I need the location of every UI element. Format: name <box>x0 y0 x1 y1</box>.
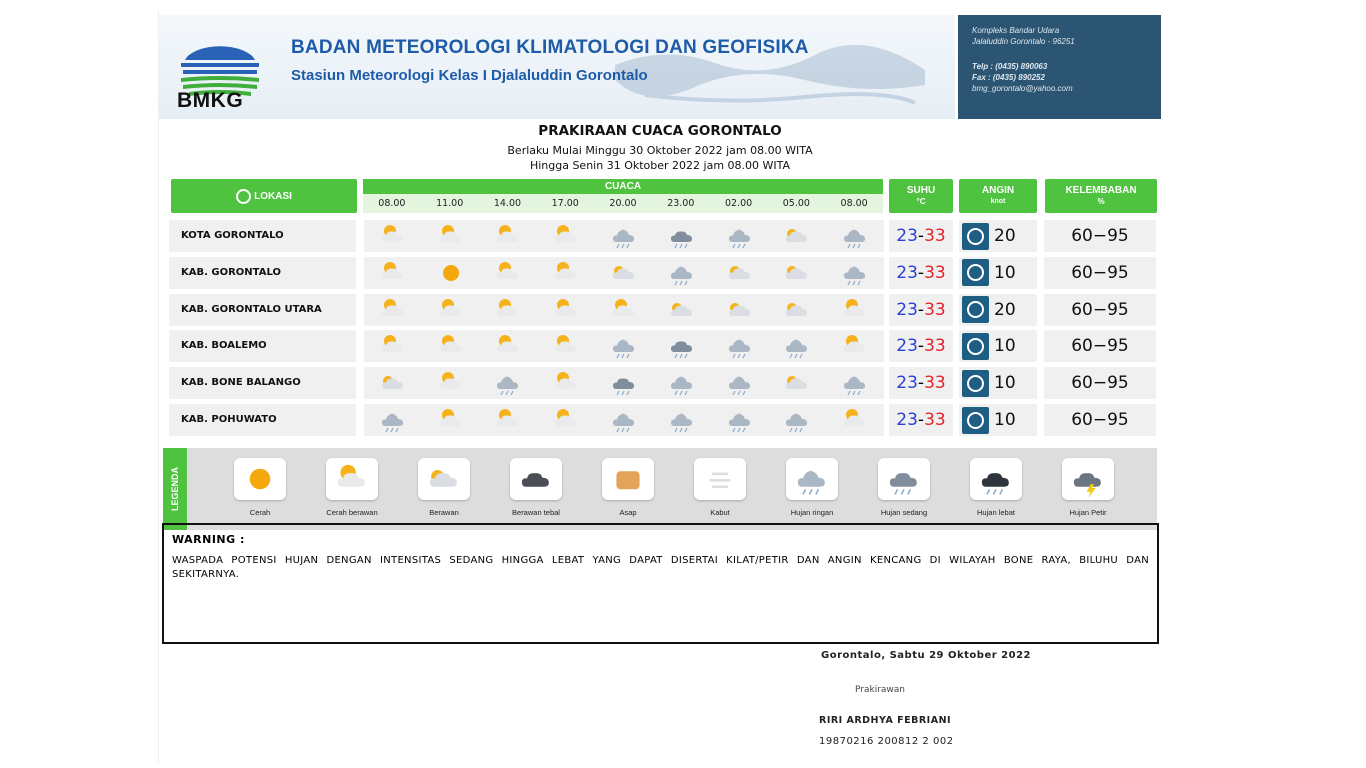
partly-cloudy-icon <box>422 294 480 326</box>
legend-caption: Hujan Petir <box>1069 508 1107 517</box>
light-rain-icon <box>480 367 538 399</box>
light-rain-icon <box>595 220 653 252</box>
wind-direction-icon <box>962 333 989 360</box>
temperature: 23-33 <box>889 367 953 399</box>
location-name: KAB. GORONTALO <box>169 257 356 289</box>
time-slot: 08.00 <box>840 198 868 209</box>
legend-caption: Asap <box>619 508 637 517</box>
table-row <box>169 404 1157 436</box>
time-slot: 23.00 <box>667 198 695 209</box>
weather-icons <box>364 367 884 399</box>
fog-icon <box>694 458 746 500</box>
location-pin-icon <box>236 189 251 204</box>
legend-panel <box>163 448 1157 530</box>
haze-icon <box>602 458 654 500</box>
partly-cloudy-icon <box>537 257 595 289</box>
light-rain-icon <box>653 404 711 436</box>
humidity: 60−95 <box>1044 330 1156 362</box>
temp-min: 23 <box>896 299 918 320</box>
temp-max: 33 <box>924 336 946 357</box>
weather-icons <box>364 330 884 362</box>
partly-cloudy-icon <box>422 367 480 399</box>
heavy-rain-icon <box>970 458 1022 500</box>
sunny-icon <box>234 458 286 500</box>
table-row <box>169 257 1157 289</box>
temp-min: 23 <box>896 410 918 430</box>
address-line-1: Kompleks Bandar Udara <box>972 26 1060 35</box>
column-kelembaban <box>1045 179 1157 213</box>
partly-cloudy-icon <box>595 294 653 326</box>
kelembaban-label: KELEMBABAN <box>1065 185 1137 196</box>
signature-name: RIRI ARDHYA FEBRIANI <box>819 715 952 726</box>
cloudy-icon <box>768 367 826 399</box>
wind-direction-icon <box>962 407 989 434</box>
wind-speed: 10 <box>994 262 1016 283</box>
temp-min: 23 <box>896 373 918 394</box>
partly-cloudy-icon <box>826 404 884 436</box>
humidity: 60−95 <box>1044 404 1156 436</box>
legend-item <box>767 458 857 517</box>
legend-item <box>491 458 581 517</box>
cloudy-icon <box>768 220 826 252</box>
header-banner <box>159 15 955 119</box>
wind-direction-icon <box>962 223 989 250</box>
cloudy-icon <box>653 294 711 326</box>
time-slot: 11.00 <box>436 198 464 209</box>
light-rain-icon <box>711 220 769 252</box>
location-name: KAB. BONE BALANGO <box>169 367 356 399</box>
legend-caption: Hujan ringan <box>790 508 834 517</box>
legend-caption: Kabut <box>710 508 730 517</box>
legend-caption: Berawan tebal <box>512 508 560 517</box>
light-rain-icon <box>711 367 769 399</box>
cloudy-icon <box>768 294 826 326</box>
partly-cloudy-icon <box>537 330 595 362</box>
wind-direction-icon <box>962 259 989 286</box>
cloudy-icon <box>768 257 826 289</box>
location-name: KOTA GORONTALO <box>169 220 356 252</box>
angin-label: ANGIN <box>981 185 1015 196</box>
cloudy-icon <box>364 367 422 399</box>
legend-item <box>307 458 397 517</box>
moderate-rain-icon <box>653 330 711 362</box>
location-name: KAB. POHUWATO <box>169 404 356 436</box>
light-rain-icon <box>768 330 826 362</box>
partly-cloudy-icon <box>364 257 422 289</box>
legend-item <box>859 458 949 517</box>
contact-box <box>958 15 1161 119</box>
legend-caption: Cerah berawan <box>326 508 378 517</box>
time-slot: 08.00 <box>378 198 406 209</box>
temp-max: 33 <box>924 299 946 320</box>
valid-from: Berlaku Mulai Minggu 30 Oktober 2022 jam 08.00 WITA <box>507 144 813 157</box>
light-rain-icon <box>595 404 653 436</box>
legend-caption: Hujan lebat <box>977 508 1015 517</box>
table-row <box>169 330 1157 362</box>
partly-cloudy-icon <box>537 404 595 436</box>
warning-title: WARNING : <box>172 533 245 546</box>
wind <box>959 294 1037 326</box>
humidity: 60−95 <box>1044 257 1156 289</box>
light-rain-icon <box>826 367 884 399</box>
temperature: 23-33 <box>889 404 953 436</box>
humidity: 60−95 <box>1044 220 1156 252</box>
legend-caption: Berawan <box>429 508 459 517</box>
email: bmg_gorontalo@yahoo.com <box>972 84 1073 93</box>
signature-place-date: Gorontalo, Sabtu 29 Oktober 2022 <box>821 650 1031 661</box>
partly-cloudy-icon <box>364 330 422 362</box>
legend-item <box>215 458 305 517</box>
temp-max: 33 <box>924 262 946 283</box>
signature-nip: 19870216 200812 2 002 <box>819 736 954 747</box>
partly-cloudy-icon <box>422 330 480 362</box>
temperature: 23-33 <box>889 220 953 252</box>
wind-speed: 20 <box>994 226 1016 246</box>
column-lokasi <box>171 179 357 213</box>
time-slots <box>363 194 883 213</box>
lokasi-label: LOKASI <box>254 190 292 202</box>
column-suhu <box>889 179 953 213</box>
weather-icons <box>364 257 884 289</box>
warning-box <box>162 523 1159 644</box>
logo-text: BMKG <box>177 89 244 112</box>
partly-cloudy-icon <box>537 294 595 326</box>
time-slot: 17.00 <box>551 198 579 209</box>
legend-item <box>583 458 673 517</box>
light-rain-icon <box>826 220 884 252</box>
table-row <box>169 294 1157 326</box>
cloudy-icon <box>595 257 653 289</box>
station-name: Stasiun Meteorologi Kelas I Djalaluddin Gorontalo <box>291 67 648 84</box>
partly-cloudy-icon <box>480 257 538 289</box>
wind-direction-icon <box>962 296 989 323</box>
suhu-label: SUHU <box>906 185 936 196</box>
light-rain-icon <box>786 458 838 500</box>
sunny-icon <box>422 257 480 289</box>
signature-role: Prakirawan <box>855 685 905 695</box>
wind <box>959 330 1037 362</box>
light-rain-icon <box>711 330 769 362</box>
time-slot: 20.00 <box>609 198 637 209</box>
legend-caption: Hujan sedang <box>880 508 928 517</box>
humidity: 60−95 <box>1044 294 1156 326</box>
partly-cloudy-icon <box>422 404 480 436</box>
location-name: KAB. BOALEMO <box>169 330 356 362</box>
warning-text: WASPADA POTENSI HUJAN DENGAN INTENSITAS SEDANG HINGGA LEBAT YANG DAPAT DISERTAI KILAT/PETIR DAN ANGIN KENCANG DI WILAYAH BONE RAYA, BILUHU DAN SEKITARNYA. <box>172 555 1149 580</box>
legend-label: LEGENDA <box>163 448 187 530</box>
partly-cloudy-icon <box>480 404 538 436</box>
partly-cloudy-icon <box>537 367 595 399</box>
wind-speed: 10 <box>994 410 1016 430</box>
time-slot: 02.00 <box>724 198 753 209</box>
partly-cloudy-icon <box>480 220 538 252</box>
time-slot: 14.00 <box>493 198 522 209</box>
wind-speed: 10 <box>994 336 1016 357</box>
legend-item <box>399 458 489 517</box>
light-rain-icon <box>364 404 422 436</box>
legend-item <box>951 458 1041 517</box>
fax: Fax : (0435) 890252 <box>972 73 1045 82</box>
legend-item <box>1043 458 1133 517</box>
valid-until: Hingga Senin 31 Oktober 2022 jam 08.00 WITA <box>529 159 791 172</box>
temp-min: 23 <box>896 262 918 283</box>
telephone: Telp : (0435) 890063 <box>972 62 1048 71</box>
light-rain-icon <box>653 367 711 399</box>
wind-speed: 10 <box>994 373 1016 394</box>
partly-cloudy-icon <box>364 220 422 252</box>
moderate-rain-icon <box>595 367 653 399</box>
temperature: 23-33 <box>889 294 953 326</box>
address-line-2: Jalaluddin Gorontalo - 96251 <box>972 37 1075 46</box>
column-cuaca <box>363 179 883 213</box>
cloudy-icon <box>711 257 769 289</box>
moderate-rain-icon <box>878 458 930 500</box>
overcast-icon <box>510 458 562 500</box>
location-name: KAB. GORONTALO UTARA <box>169 294 356 326</box>
organization-name: BADAN METEOROLOGI KLIMATOLOGI DAN GEOFISIKA <box>291 37 809 58</box>
cloudy-icon <box>418 458 470 500</box>
weather-icons <box>364 404 884 436</box>
partly-cloudy-icon <box>480 330 538 362</box>
partly-cloudy-icon <box>326 458 378 500</box>
temp-min: 23 <box>896 226 918 246</box>
table-row <box>169 367 1157 399</box>
temp-max: 33 <box>924 226 946 246</box>
thunderstorm-icon <box>1062 458 1114 500</box>
forecast-document <box>158 10 1160 762</box>
partly-cloudy-icon <box>364 294 422 326</box>
light-rain-icon <box>595 330 653 362</box>
weather-icons <box>364 220 884 252</box>
legend-caption: Cerah <box>249 508 271 517</box>
temp-min: 23 <box>896 336 918 357</box>
wind <box>959 257 1037 289</box>
temp-max: 33 <box>924 373 946 394</box>
moderate-rain-icon <box>653 220 711 252</box>
weather-icons <box>364 294 884 326</box>
partly-cloudy-icon <box>826 330 884 362</box>
suhu-unit: °C <box>916 197 926 206</box>
light-rain-icon <box>768 404 826 436</box>
humidity: 60−95 <box>1044 367 1156 399</box>
partly-cloudy-icon <box>422 220 480 252</box>
cloudy-icon <box>711 294 769 326</box>
wind <box>959 367 1037 399</box>
time-slot: 05.00 <box>782 198 810 209</box>
temperature: 23-33 <box>889 330 953 362</box>
partly-cloudy-icon <box>826 294 884 326</box>
wind <box>959 220 1037 252</box>
partly-cloudy-icon <box>537 220 595 252</box>
page-title: PRAKIRAAN CUACA GORONTALO <box>538 123 782 139</box>
cuaca-label: CUACA <box>363 179 883 194</box>
wind-direction-icon <box>962 370 989 397</box>
angin-unit: knot <box>990 198 1006 205</box>
light-rain-icon <box>711 404 769 436</box>
legend-item <box>675 458 765 517</box>
temp-max: 33 <box>924 410 946 430</box>
light-rain-icon <box>826 257 884 289</box>
kelembaban-unit: % <box>1097 197 1105 206</box>
table-row <box>169 220 1157 252</box>
wind <box>959 404 1037 436</box>
wind-speed: 20 <box>994 299 1016 320</box>
light-rain-icon <box>653 257 711 289</box>
temperature: 23-33 <box>889 257 953 289</box>
partly-cloudy-icon <box>480 294 538 326</box>
column-angin <box>959 179 1037 213</box>
